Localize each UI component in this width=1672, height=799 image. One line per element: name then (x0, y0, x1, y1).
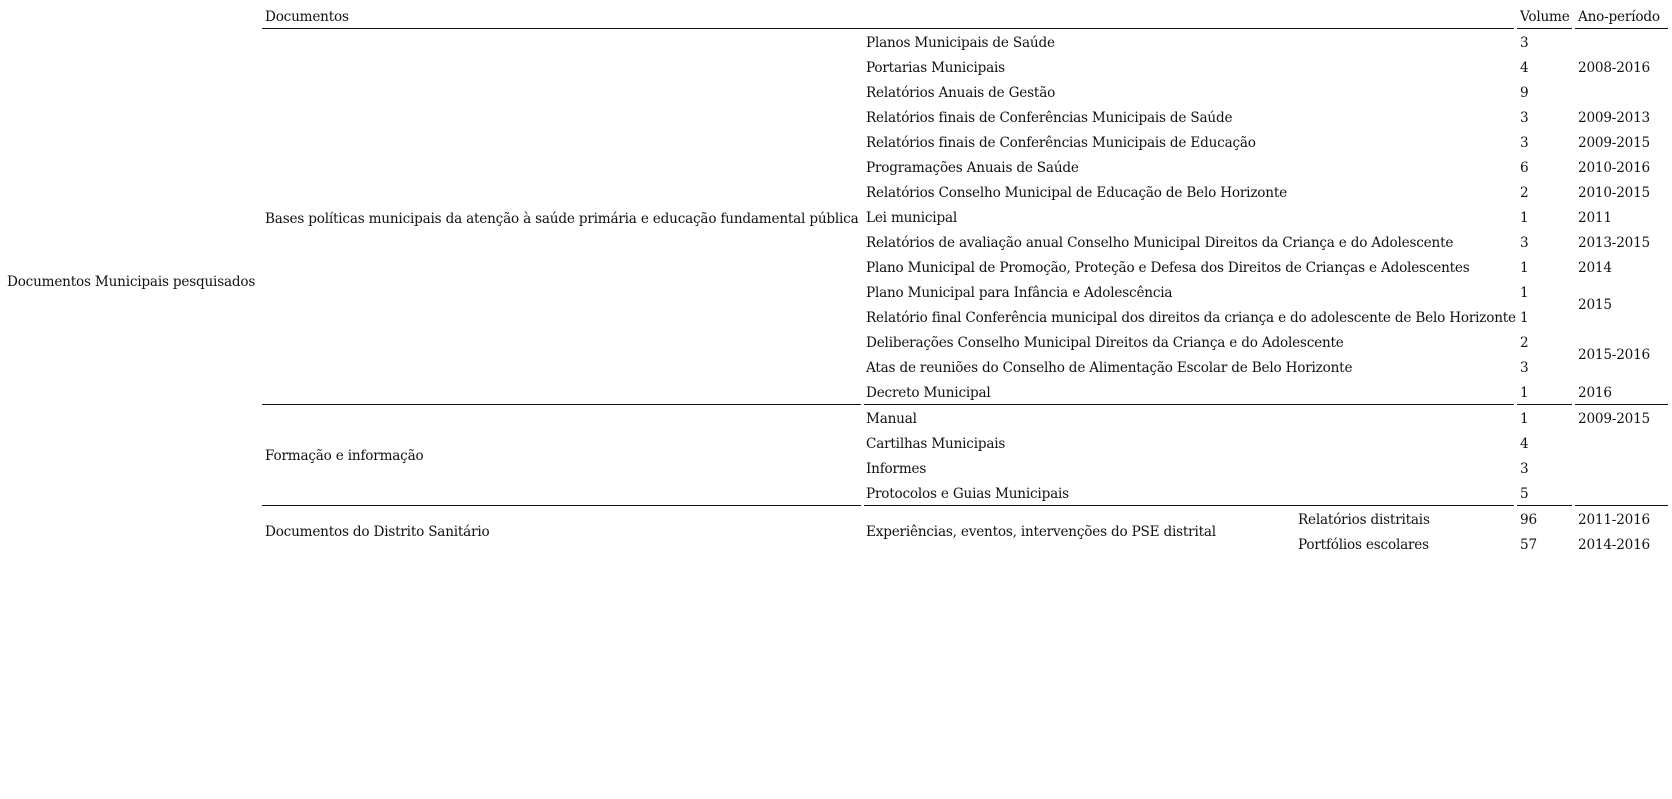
doc-cell: Relatórios Anuais de Gestão (866, 85, 1056, 101)
doc-cell: Portfólios escolares (1298, 537, 1429, 553)
period-cell: 2010-2015 (1578, 185, 1650, 201)
header-documentos: Documentos (265, 9, 349, 25)
period-cell: 2010-2016 (1578, 160, 1650, 176)
doc-cell: Protocolos e Guias Municipais (866, 486, 1069, 502)
header-ano-periodo: Ano-período (1578, 9, 1660, 25)
group-rule (1575, 404, 1668, 405)
group-label-bases: Bases políticas municipais da atenção à saúde primária e educação fundamental pública (265, 211, 859, 227)
doc-cell: Atas de reuniões do Conselho de Alimentação Escolar de Belo Horizonte (866, 360, 1353, 376)
volume-cell: 4 (1520, 60, 1529, 76)
doc-cell: Relatórios distritais (1298, 512, 1430, 528)
period-cell: 2014-2016 (1578, 537, 1650, 553)
doc-cell: Relatório final Conferência municipal dos direitos da criança e do adolescente de Belo Horizonte (866, 310, 1516, 326)
doc-cell: Portarias Municipais (866, 60, 1005, 76)
group-rule (1517, 404, 1572, 405)
doc-cell: Relatórios finais de Conferências Municipais de Educação (866, 135, 1256, 151)
sublabel-pse: Experiências, eventos, intervenções do PSE distrital (866, 524, 1216, 540)
volume-cell: 5 (1520, 486, 1529, 502)
group-label-distrito: Documentos do Distrito Sanitário (265, 524, 490, 540)
period-cell: 2009-2013 (1578, 110, 1650, 126)
doc-cell: Plano Municipal de Promoção, Proteção e Defesa dos Direitos de Crianças e Adolescentes (866, 260, 1470, 276)
period-cell: 2015-2016 (1578, 347, 1650, 363)
period-cell: 2009-2015 (1578, 135, 1650, 151)
volume-cell: 6 (1520, 160, 1529, 176)
volume-cell: 2 (1520, 335, 1529, 351)
volume-cell: 2 (1520, 185, 1529, 201)
doc-cell: Informes (866, 461, 927, 477)
doc-cell: Relatórios finais de Conferências Municipais de Saúde (866, 110, 1233, 126)
group-rule (1517, 505, 1572, 506)
volume-cell: 1 (1520, 385, 1529, 401)
group-rule (864, 404, 1514, 405)
group-rule (262, 505, 861, 506)
group-rule (864, 505, 1514, 506)
doc-cell: Manual (866, 411, 917, 427)
volume-cell: 57 (1520, 537, 1537, 553)
period-cell: 2008-2016 (1578, 60, 1650, 76)
volume-cell: 1 (1520, 310, 1529, 326)
header-rule-ano (1575, 28, 1668, 29)
doc-cell: Relatórios Conselho Municipal de Educação de Belo Horizonte (866, 185, 1287, 201)
doc-cell: Deliberações Conselho Municipal Direitos da Criança e do Adolescente (866, 335, 1344, 351)
volume-cell: 3 (1520, 135, 1529, 151)
volume-cell: 3 (1520, 110, 1529, 126)
period-cell: 2011-2016 (1578, 512, 1650, 528)
period-cell: 2015 (1578, 297, 1612, 313)
volume-cell: 3 (1520, 461, 1529, 477)
volume-cell: 3 (1520, 235, 1529, 251)
header-volume: Volume (1520, 9, 1570, 25)
period-cell: 2009-2015 (1578, 411, 1650, 427)
doc-cell: Planos Municipais de Saúde (866, 35, 1055, 51)
volume-cell: 1 (1520, 285, 1529, 301)
header-rule-documentos (262, 28, 1514, 29)
doc-cell: Decreto Municipal (866, 385, 991, 401)
doc-cell: Relatórios de avaliação anual Conselho Municipal Direitos da Criança e do Adolescente (866, 235, 1454, 251)
group-rule (1575, 505, 1668, 506)
volume-cell: 1 (1520, 210, 1529, 226)
period-cell: 2013-2015 (1578, 235, 1650, 251)
period-cell: 2014 (1578, 260, 1612, 276)
group-label-formacao: Formação e informação (265, 448, 424, 464)
doc-cell: Plano Municipal para Infância e Adolescência (866, 285, 1173, 301)
volume-cell: 3 (1520, 360, 1529, 376)
root-label: Documentos Municipais pesquisados (7, 274, 256, 290)
volume-cell: 4 (1520, 436, 1529, 452)
volume-cell: 96 (1520, 512, 1537, 528)
group-rule (262, 404, 861, 405)
volume-cell: 9 (1520, 85, 1529, 101)
period-cell: 2016 (1578, 385, 1612, 401)
doc-cell: Cartilhas Municipais (866, 436, 1006, 452)
volume-cell: 3 (1520, 35, 1529, 51)
header-rule-volume (1517, 28, 1572, 29)
doc-cell: Programações Anuais de Saúde (866, 160, 1079, 176)
doc-cell: Lei municipal (866, 210, 958, 226)
period-cell: 2011 (1578, 210, 1612, 226)
volume-cell: 1 (1520, 260, 1529, 276)
volume-cell: 1 (1520, 411, 1529, 427)
